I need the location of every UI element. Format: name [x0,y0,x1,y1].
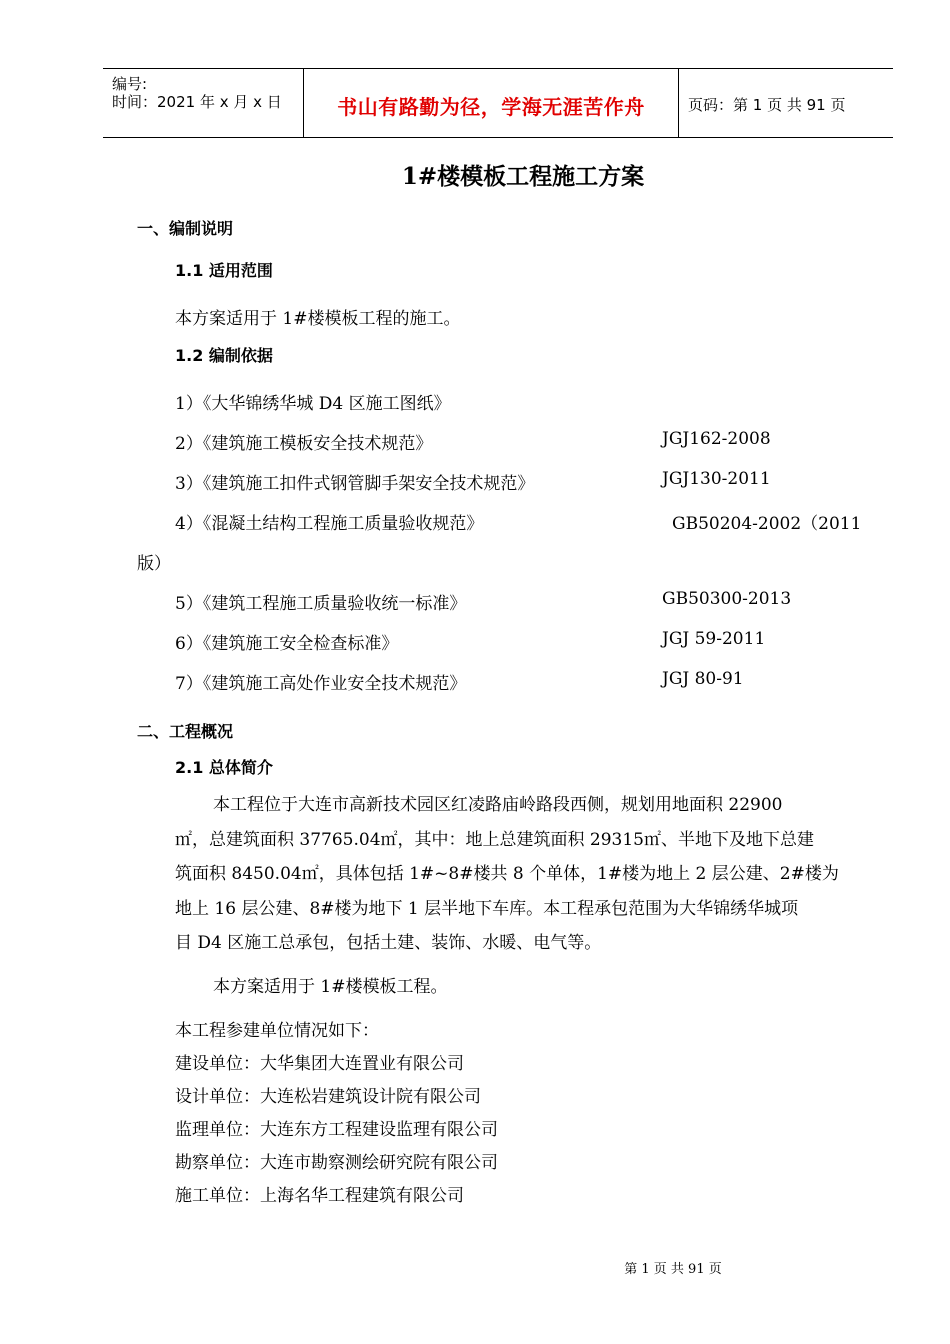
paragraph-line: 本工程位于大连市高新技术园区红凌路庙岭路段西侧，规划用地面积 22900 [213,795,783,815]
paragraph: 本方案适用于 1#楼模板工程的施工。 [175,309,461,329]
header-page-cell [678,69,893,137]
header-info-cell [103,69,303,137]
document-date-label: 时间：2021 年 x 月 x 日 [112,93,282,111]
paragraph: 本工程参建单位情况如下： [175,1021,379,1041]
reference-code: JGJ 80-91 [662,669,744,689]
paragraph: 本方案适用于 1#楼模板工程。 [213,977,448,997]
participant-unit: 设计单位：大连松岩建筑设计院有限公司 [175,1087,481,1107]
section-heading: 一、编制说明 [137,219,234,238]
header-motto-cell [303,69,679,137]
document-title: 1#楼模板工程施工方案 [401,163,645,190]
reference-item: 2）《建筑施工模板安全技术规范》 [175,434,433,454]
document-code-label: 编号: [112,75,148,93]
reference-item: 4）《混凝土结构工程施工质量验收规范》 [175,514,484,534]
participant-unit: 建设单位：大华集团大连置业有限公司 [175,1054,464,1074]
reference-code: JGJ 59-2011 [662,629,766,649]
reference-item: 6）《建筑施工安全检查标准》 [175,634,399,654]
page-footer: 第 1 页 共 91 页 [624,1262,722,1277]
reference-item: 1）《大华锦绣华城 D4 区施工图纸》 [175,394,451,414]
reference-item: 3）《建筑施工扣件式钢管脚手架安全技术规范》 [175,474,535,494]
header-page-number: 页码：第 1 页 共 91 页 [688,96,846,114]
reference-code: GB50300-2013 [662,589,792,609]
subsection-heading: 2.1 总体简介 [175,758,273,777]
reference-code: JGJ130-2011 [662,469,771,489]
reference-item: 7）《建筑施工高处作业安全技术规范》 [175,674,467,694]
page-header [103,68,893,138]
paragraph-line: 筑面积 8450.04㎡，具体包括 1#~8#楼共 8 个单体，1#楼为地上 2 层公建、2#楼为 [175,864,839,884]
reference-item-continuation: 版） [137,554,171,574]
section-heading: 二、工程概况 [137,722,234,741]
reference-code: JGJ162-2008 [662,429,771,449]
reference-item: 5）《建筑工程施工质量验收统一标准》 [175,594,467,614]
participant-unit: 施工单位：上海名华工程建筑有限公司 [175,1186,464,1206]
subsection-heading: 1.1 适用范围 [175,261,273,280]
participant-unit: 勘察单位：大连市勘察测绘研究院有限公司 [175,1153,498,1173]
reference-code: GB50204-2002（2011 [672,514,862,534]
paragraph-line: 地上 16 层公建、8#楼为地下 1 层半地下车库。本工程承包范围为大华锦绣华城项 [175,899,799,919]
header-motto: 书山有路勤为径，学海无涯苦作舟 [337,95,645,119]
paragraph-line: 目 D4 区施工总承包，包括土建、装饰、水暖、电气等。 [175,933,602,953]
subsection-heading: 1.2 编制依据 [175,346,273,365]
paragraph-line: ㎡，总建筑面积 37765.04㎡，其中：地上总建筑面积 29315㎡、半地下及地下总建 [175,830,815,850]
participant-unit: 监理单位：大连东方工程建设监理有限公司 [175,1120,498,1140]
